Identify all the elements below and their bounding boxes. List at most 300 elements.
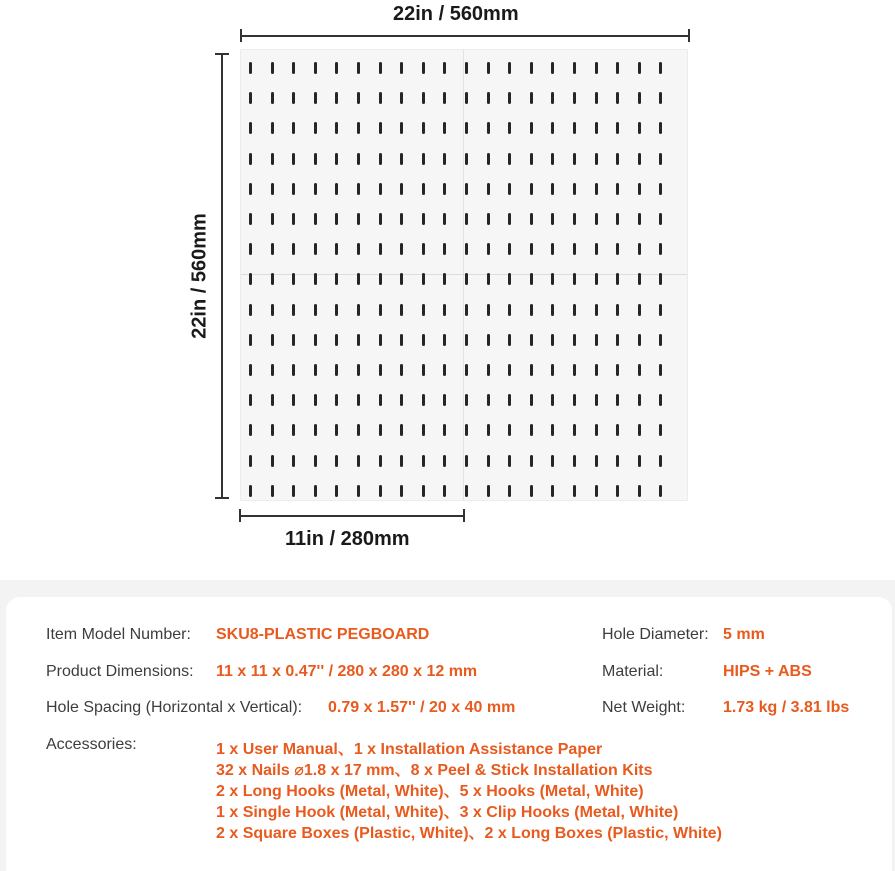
pegboard xyxy=(241,50,687,500)
peg-hole xyxy=(357,364,360,376)
peg-hole xyxy=(616,243,619,255)
peg-hole xyxy=(314,153,317,165)
peg-hole xyxy=(465,62,468,74)
peg-hole xyxy=(271,364,274,376)
peg-hole xyxy=(292,62,295,74)
peg-hole xyxy=(400,62,403,74)
peg-hole xyxy=(357,455,360,467)
peg-hole xyxy=(314,183,317,195)
peg-hole xyxy=(249,92,252,104)
panel-dimension-label: 11in / 280mm xyxy=(285,528,410,550)
peg-hole xyxy=(400,273,403,285)
peg-hole xyxy=(314,304,317,316)
peg-hole xyxy=(465,455,468,467)
peg-hole xyxy=(659,243,662,255)
peg-hole xyxy=(595,364,598,376)
panel-dimension-tick-left xyxy=(239,509,241,522)
height-dimension-tick-top xyxy=(215,53,229,55)
peg-hole xyxy=(271,485,274,497)
peg-hole xyxy=(465,485,468,497)
peg-hole xyxy=(487,455,490,467)
peg-hole xyxy=(659,273,662,285)
peg-hole xyxy=(422,62,425,74)
peg-hole xyxy=(530,243,533,255)
peg-hole xyxy=(551,394,554,406)
peg-hole xyxy=(551,153,554,165)
peg-hole xyxy=(314,394,317,406)
peg-hole xyxy=(530,364,533,376)
peg-hole xyxy=(335,455,338,467)
peg-hole xyxy=(573,153,576,165)
peg-hole xyxy=(616,424,619,436)
peg-hole xyxy=(659,62,662,74)
peg-hole xyxy=(422,153,425,165)
peg-hole xyxy=(443,485,446,497)
product-dimensions-value: 11 x 11 x 0.47'' / 280 x 280 x 12 mm xyxy=(216,663,478,680)
panel-dimension-tick-right xyxy=(463,509,465,522)
peg-hole xyxy=(357,424,360,436)
peg-hole xyxy=(357,304,360,316)
peg-hole xyxy=(508,455,511,467)
peg-hole xyxy=(379,183,382,195)
peg-hole xyxy=(595,273,598,285)
peg-hole xyxy=(530,122,533,134)
peg-hole xyxy=(249,183,252,195)
peg-hole xyxy=(530,304,533,316)
peg-hole xyxy=(379,243,382,255)
peg-hole xyxy=(508,273,511,285)
peg-hole xyxy=(487,243,490,255)
peg-hole xyxy=(638,62,641,74)
peg-hole xyxy=(508,92,511,104)
peg-hole xyxy=(595,455,598,467)
peg-hole xyxy=(573,334,576,346)
peg-hole xyxy=(638,485,641,497)
peg-hole xyxy=(465,273,468,285)
peg-hole xyxy=(379,394,382,406)
peg-hole xyxy=(379,273,382,285)
peg-hole xyxy=(443,243,446,255)
peg-hole xyxy=(487,92,490,104)
peg-hole xyxy=(508,394,511,406)
accessory-line: 1 x User Manual、1 x Installation Assistance Paper xyxy=(216,741,603,758)
peg-hole xyxy=(616,334,619,346)
peg-hole xyxy=(465,183,468,195)
peg-hole xyxy=(400,455,403,467)
height-dimension-line xyxy=(221,53,223,499)
peg-hole xyxy=(573,364,576,376)
peg-hole xyxy=(616,273,619,285)
peg-hole xyxy=(659,455,662,467)
peg-hole xyxy=(271,424,274,436)
peg-hole xyxy=(487,213,490,225)
peg-hole xyxy=(292,334,295,346)
peg-hole xyxy=(379,424,382,436)
width-dimension-tick-right xyxy=(688,29,690,42)
peg-hole xyxy=(551,485,554,497)
peg-hole xyxy=(335,243,338,255)
peg-hole xyxy=(335,122,338,134)
peg-hole xyxy=(314,364,317,376)
hole-diameter-label: Hole Diameter: xyxy=(602,626,709,643)
peg-hole xyxy=(616,485,619,497)
panel-dimension-line xyxy=(240,515,464,517)
peg-hole xyxy=(292,485,295,497)
net-weight-value: 1.73 kg / 3.81 lbs xyxy=(723,699,850,716)
peg-hole xyxy=(357,243,360,255)
peg-hole xyxy=(508,122,511,134)
peg-hole xyxy=(357,153,360,165)
peg-hole xyxy=(443,153,446,165)
peg-hole xyxy=(638,455,641,467)
peg-hole xyxy=(443,92,446,104)
model-number-value: SKU8-PLASTIC PEGBOARD xyxy=(216,626,430,643)
peg-hole xyxy=(551,455,554,467)
peg-hole xyxy=(638,122,641,134)
peg-hole xyxy=(487,153,490,165)
peg-hole xyxy=(400,92,403,104)
peg-hole xyxy=(314,485,317,497)
peg-hole xyxy=(638,183,641,195)
peg-hole xyxy=(314,243,317,255)
peg-hole xyxy=(530,183,533,195)
peg-hole xyxy=(616,394,619,406)
peg-hole xyxy=(357,394,360,406)
peg-hole xyxy=(638,364,641,376)
peg-hole xyxy=(422,394,425,406)
peg-hole xyxy=(249,243,252,255)
peg-hole xyxy=(249,334,252,346)
peg-hole xyxy=(551,213,554,225)
peg-hole xyxy=(530,455,533,467)
peg-hole xyxy=(638,92,641,104)
peg-hole xyxy=(249,213,252,225)
peg-hole xyxy=(422,273,425,285)
peg-hole xyxy=(400,304,403,316)
peg-hole xyxy=(335,153,338,165)
peg-hole xyxy=(249,122,252,134)
peg-hole xyxy=(400,243,403,255)
height-dimension-tick-bottom xyxy=(215,497,229,499)
peg-hole xyxy=(551,304,554,316)
accessory-line: 2 x Long Hooks (Metal, White)、5 x Hooks (Metal, White) xyxy=(216,783,644,800)
peg-hole xyxy=(487,394,490,406)
peg-hole xyxy=(422,304,425,316)
peg-hole xyxy=(465,213,468,225)
peg-hole xyxy=(508,183,511,195)
peg-hole xyxy=(335,183,338,195)
peg-hole xyxy=(638,213,641,225)
peg-hole xyxy=(379,92,382,104)
peg-hole xyxy=(292,213,295,225)
peg-hole xyxy=(271,153,274,165)
peg-hole xyxy=(530,92,533,104)
hole-spacing-label: Hole Spacing (Horizontal x Vertical): xyxy=(46,699,303,716)
peg-hole xyxy=(551,424,554,436)
peg-hole xyxy=(551,183,554,195)
peg-hole xyxy=(271,122,274,134)
peg-hole xyxy=(443,183,446,195)
peg-hole xyxy=(638,153,641,165)
peg-hole xyxy=(335,304,338,316)
peg-hole xyxy=(530,334,533,346)
peg-hole xyxy=(379,153,382,165)
peg-hole xyxy=(335,62,338,74)
peg-hole xyxy=(249,364,252,376)
peg-hole xyxy=(573,183,576,195)
peg-hole xyxy=(638,334,641,346)
peg-hole xyxy=(530,485,533,497)
width-dimension-tick-left xyxy=(240,29,242,42)
peg-hole xyxy=(508,213,511,225)
peg-hole xyxy=(422,92,425,104)
peg-hole xyxy=(638,394,641,406)
peg-hole xyxy=(551,62,554,74)
peg-hole xyxy=(249,455,252,467)
peg-hole xyxy=(292,243,295,255)
specifications-card xyxy=(6,597,892,871)
peg-hole xyxy=(638,273,641,285)
peg-hole xyxy=(271,213,274,225)
width-dimension-line xyxy=(241,35,689,37)
peg-hole xyxy=(292,122,295,134)
peg-hole xyxy=(357,273,360,285)
peg-hole xyxy=(595,213,598,225)
peg-hole xyxy=(335,394,338,406)
peg-hole xyxy=(616,304,619,316)
peg-hole xyxy=(573,92,576,104)
peg-hole xyxy=(422,122,425,134)
peg-hole xyxy=(249,62,252,74)
peg-hole xyxy=(595,92,598,104)
peg-hole xyxy=(551,334,554,346)
peg-hole xyxy=(400,364,403,376)
peg-hole xyxy=(335,273,338,285)
peg-hole xyxy=(508,304,511,316)
peg-hole xyxy=(616,92,619,104)
peg-hole xyxy=(292,153,295,165)
hole-spacing-value: 0.79 x 1.57'' / 20 x 40 mm xyxy=(328,699,516,716)
peg-hole xyxy=(659,183,662,195)
material-value: HIPS + ABS xyxy=(723,663,812,680)
peg-hole xyxy=(573,304,576,316)
peg-hole xyxy=(271,304,274,316)
peg-hole xyxy=(551,243,554,255)
peg-hole xyxy=(659,92,662,104)
peg-hole xyxy=(573,455,576,467)
peg-hole xyxy=(379,213,382,225)
peg-hole xyxy=(573,213,576,225)
peg-hole xyxy=(508,364,511,376)
peg-hole xyxy=(638,424,641,436)
peg-hole xyxy=(443,364,446,376)
peg-hole xyxy=(595,304,598,316)
peg-hole xyxy=(659,334,662,346)
peg-hole xyxy=(595,334,598,346)
accessory-line: 2 x Square Boxes (Plastic, White)、2 x Long Boxes (Plastic, White) xyxy=(216,825,722,842)
peg-hole xyxy=(487,122,490,134)
width-dimension-label: 22in / 560mm xyxy=(393,3,519,25)
peg-hole xyxy=(400,424,403,436)
peg-hole xyxy=(465,153,468,165)
peg-hole xyxy=(292,183,295,195)
peg-hole xyxy=(357,92,360,104)
peg-hole xyxy=(400,394,403,406)
peg-hole xyxy=(487,334,490,346)
peg-hole xyxy=(530,62,533,74)
peg-hole xyxy=(292,394,295,406)
net-weight-label: Net Weight: xyxy=(602,699,686,716)
peg-hole xyxy=(508,243,511,255)
peg-hole xyxy=(659,153,662,165)
peg-hole xyxy=(314,62,317,74)
peg-hole xyxy=(659,304,662,316)
accessory-line: 1 x Single Hook (Metal, White)、3 x Clip Hooks (Metal, White) xyxy=(216,804,679,821)
peg-hole xyxy=(249,394,252,406)
peg-hole xyxy=(379,62,382,74)
peg-hole xyxy=(271,455,274,467)
peg-hole xyxy=(422,455,425,467)
accessories-label: Accessories: xyxy=(46,736,137,753)
peg-hole xyxy=(379,304,382,316)
peg-hole xyxy=(616,183,619,195)
hole-diameter-value: 5 mm xyxy=(723,626,765,643)
peg-hole xyxy=(659,364,662,376)
peg-hole xyxy=(487,424,490,436)
peg-hole xyxy=(595,485,598,497)
peg-hole xyxy=(573,62,576,74)
peg-hole xyxy=(530,213,533,225)
peg-hole xyxy=(422,334,425,346)
peg-hole xyxy=(314,424,317,436)
peg-hole xyxy=(400,213,403,225)
peg-hole xyxy=(314,273,317,285)
peg-hole xyxy=(271,62,274,74)
peg-hole xyxy=(465,334,468,346)
peg-hole xyxy=(616,153,619,165)
height-dimension-label: 22in / 560mm xyxy=(188,213,211,339)
peg-hole xyxy=(443,304,446,316)
peg-hole xyxy=(443,424,446,436)
peg-hole xyxy=(249,424,252,436)
peg-hole xyxy=(335,334,338,346)
peg-hole xyxy=(530,424,533,436)
peg-hole xyxy=(595,424,598,436)
peg-hole xyxy=(271,273,274,285)
peg-hole xyxy=(659,424,662,436)
peg-hole xyxy=(530,394,533,406)
peg-hole xyxy=(292,273,295,285)
peg-hole xyxy=(616,213,619,225)
peg-hole xyxy=(400,485,403,497)
peg-hole xyxy=(659,122,662,134)
peg-hole xyxy=(249,304,252,316)
peg-hole xyxy=(465,424,468,436)
peg-hole xyxy=(659,213,662,225)
peg-hole xyxy=(400,122,403,134)
peg-hole xyxy=(443,213,446,225)
peg-hole xyxy=(443,62,446,74)
peg-hole xyxy=(443,334,446,346)
peg-hole xyxy=(465,122,468,134)
peg-hole xyxy=(422,424,425,436)
peg-hole xyxy=(487,485,490,497)
peg-hole xyxy=(595,62,598,74)
peg-hole xyxy=(465,92,468,104)
peg-hole xyxy=(616,122,619,134)
peg-hole xyxy=(443,455,446,467)
peg-hole xyxy=(551,92,554,104)
peg-hole xyxy=(422,364,425,376)
peg-hole xyxy=(400,153,403,165)
peg-hole xyxy=(659,394,662,406)
peg-hole xyxy=(595,394,598,406)
peg-hole xyxy=(271,243,274,255)
peg-hole xyxy=(292,304,295,316)
peg-hole xyxy=(314,122,317,134)
peg-hole xyxy=(271,394,274,406)
peg-hole xyxy=(271,334,274,346)
peg-hole xyxy=(487,62,490,74)
peg-hole xyxy=(357,62,360,74)
peg-hole xyxy=(292,455,295,467)
peg-hole xyxy=(422,183,425,195)
peg-hole xyxy=(379,122,382,134)
peg-hole xyxy=(465,364,468,376)
peg-hole xyxy=(249,273,252,285)
peg-hole xyxy=(530,273,533,285)
peg-hole xyxy=(551,364,554,376)
peg-hole xyxy=(249,485,252,497)
peg-hole xyxy=(465,243,468,255)
panel-seam-vertical xyxy=(463,50,464,500)
peg-hole xyxy=(335,213,338,225)
peg-hole xyxy=(400,183,403,195)
peg-hole xyxy=(335,364,338,376)
peg-hole xyxy=(487,364,490,376)
peg-hole xyxy=(314,455,317,467)
peg-hole xyxy=(573,273,576,285)
peg-hole xyxy=(443,394,446,406)
peg-hole xyxy=(595,183,598,195)
peg-hole xyxy=(357,213,360,225)
peg-hole xyxy=(443,122,446,134)
peg-hole xyxy=(659,485,662,497)
peg-hole xyxy=(595,122,598,134)
peg-hole xyxy=(443,273,446,285)
peg-hole xyxy=(638,243,641,255)
peg-hole xyxy=(357,485,360,497)
peg-hole xyxy=(487,273,490,285)
peg-hole xyxy=(638,304,641,316)
peg-hole xyxy=(422,243,425,255)
peg-hole xyxy=(551,273,554,285)
peg-hole xyxy=(508,424,511,436)
peg-hole xyxy=(379,485,382,497)
product-dimensions-label: Product Dimensions: xyxy=(46,663,194,680)
peg-hole xyxy=(422,485,425,497)
panel-seam-horizontal xyxy=(241,274,687,275)
peg-hole xyxy=(616,364,619,376)
peg-hole xyxy=(335,424,338,436)
peg-hole xyxy=(249,153,252,165)
peg-hole xyxy=(335,485,338,497)
peg-hole xyxy=(271,183,274,195)
peg-hole xyxy=(335,92,338,104)
peg-hole xyxy=(530,153,533,165)
peg-hole xyxy=(551,122,554,134)
peg-hole xyxy=(508,334,511,346)
